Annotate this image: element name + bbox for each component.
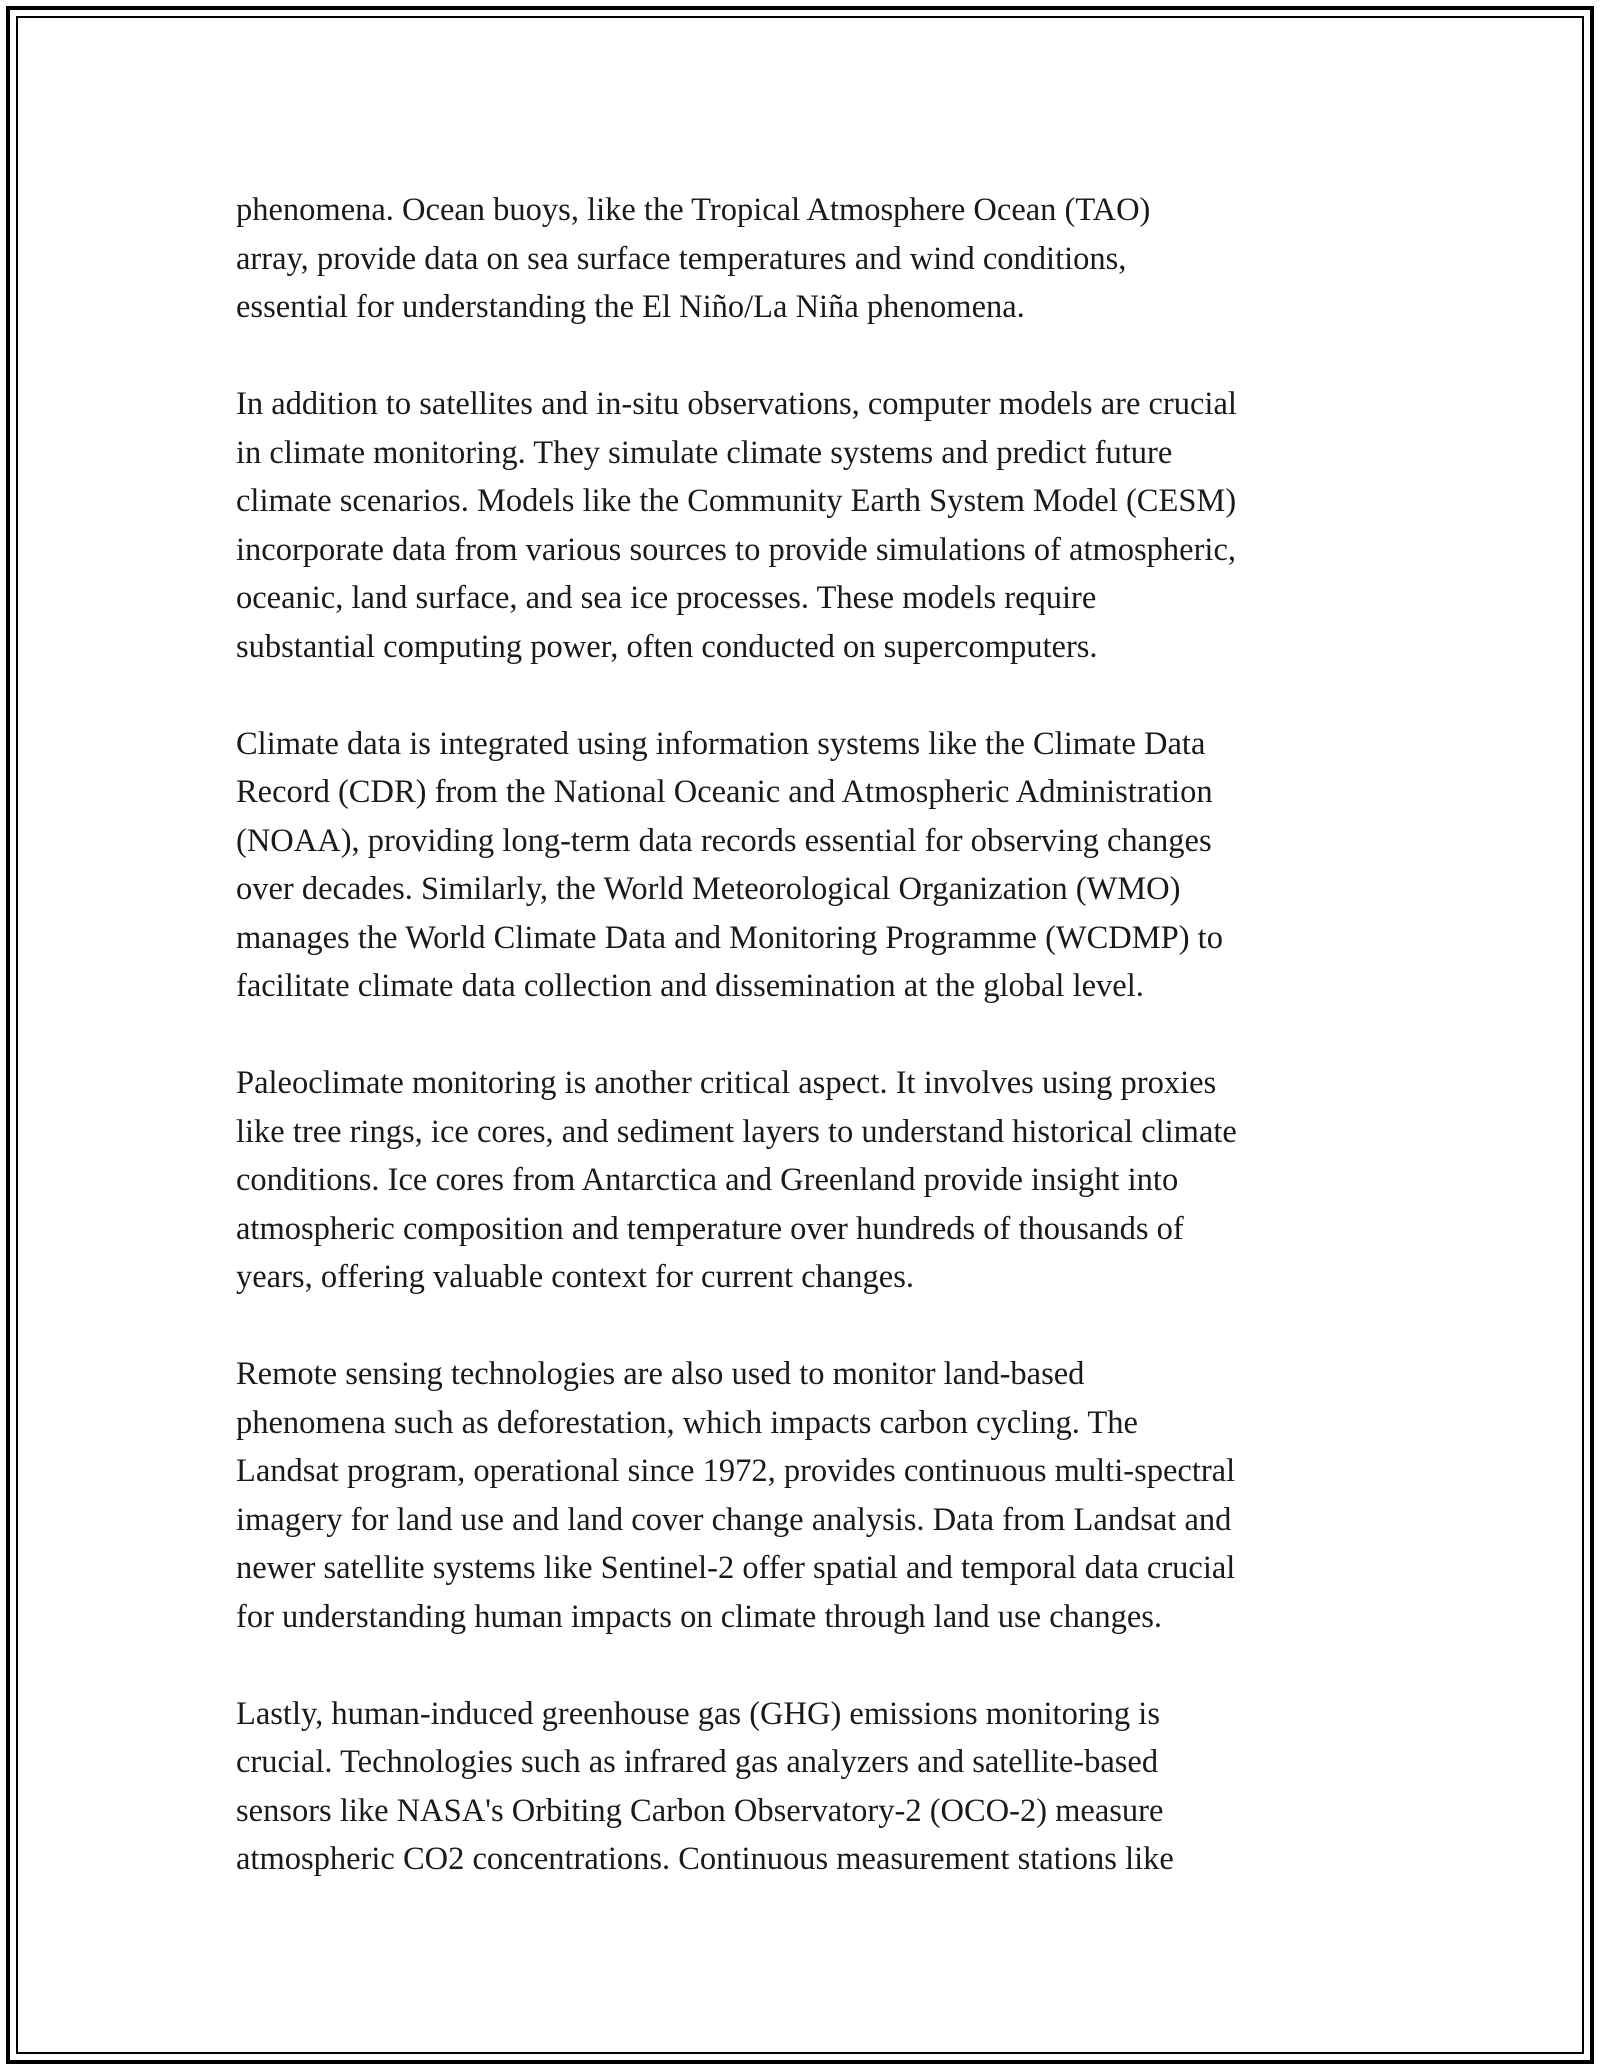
paragraph bbox=[236, 380, 1386, 671]
text-line: oceanic, land surface, and sea ice processes. These models require bbox=[236, 580, 1097, 616]
text-line: Landsat program, operational since 1972, provides continuous multi-spectral bbox=[236, 1453, 1236, 1489]
text-line: crucial. Technologies such as infrared gas analyzers and satellite-based bbox=[236, 1744, 1159, 1780]
text-line: conditions. Ice cores from Antarctica and Greenland provide insight into bbox=[236, 1162, 1179, 1198]
text-line: manages the World Climate Data and Monitoring Programme (WCDMP) to bbox=[236, 919, 1223, 956]
text-line: Remote sensing technologies are also used to monitor land-based bbox=[236, 1356, 1085, 1392]
paragraph bbox=[236, 720, 1386, 1011]
text-line: Paleoclimate monitoring is another critical aspect. It involves using proxies bbox=[236, 1065, 1217, 1101]
text-line: incorporate data from various sources to provide simulations of atmospheric, bbox=[236, 531, 1237, 568]
text-line: Record (CDR) from the National Oceanic and Atmospheric Administration bbox=[236, 774, 1213, 810]
text-line: over decades. Similarly, the World Meteorological Organization (WMO) bbox=[236, 871, 1181, 907]
document-body bbox=[236, 186, 1386, 1932]
text-line: climate scenarios. Models like the Community Earth System Model (CESM) bbox=[236, 483, 1237, 519]
paragraph bbox=[236, 1059, 1386, 1302]
text-line: Climate data is integrated using information systems like the Climate Data bbox=[236, 725, 1206, 762]
text-line: substantial computing power, often conducted on supercomputers. bbox=[236, 628, 1098, 665]
text-line: like tree rings, ice cores, and sediment layers to understand historical climate bbox=[236, 1113, 1237, 1150]
paragraph bbox=[236, 186, 1386, 332]
text-line: years, offering valuable context for current changes. bbox=[236, 1259, 914, 1295]
text-line: newer satellite systems like Sentinel-2 offer spatial and temporal data crucial bbox=[236, 1550, 1236, 1586]
text-line: array, provide data on sea surface temperatures and wind conditions, bbox=[236, 240, 1127, 277]
text-line: phenomena such as deforestation, which impacts carbon cycling. The bbox=[236, 1404, 1138, 1441]
text-line: sensors like NASA's Orbiting Carbon Observatory-2 (OCO-2) measure bbox=[236, 1792, 1164, 1829]
text-line: for understanding human impacts on climate through land use changes. bbox=[236, 1598, 1163, 1635]
text-line: atmospheric CO2 concentrations. Continuous measurement stations like bbox=[236, 1841, 1174, 1877]
text-line: phenomena. Ocean buoys, like the Tropical Atmosphere Ocean (TAO) bbox=[236, 192, 1151, 228]
text-line: imagery for land use and land cover change analysis. Data from Landsat and bbox=[236, 1501, 1232, 1538]
text-line: (NOAA), providing long-term data records essential for observing changes bbox=[236, 822, 1212, 859]
text-line: facilitate climate data collection and dissemination at the global level. bbox=[236, 968, 1144, 1004]
text-line: in climate monitoring. They simulate climate systems and predict future bbox=[236, 434, 1173, 471]
paragraph bbox=[236, 1350, 1386, 1641]
text-line: essential for understanding the El Niño/La Niña phenomena. bbox=[236, 289, 1025, 325]
text-line: atmospheric composition and temperature over hundreds of thousands of bbox=[236, 1210, 1184, 1247]
text-line: Lastly, human-induced greenhouse gas (GHG) emissions monitoring is bbox=[236, 1695, 1160, 1732]
text-line: In addition to satellites and in-situ observations, computer models are crucial bbox=[236, 386, 1237, 422]
paragraph bbox=[236, 1690, 1386, 1884]
